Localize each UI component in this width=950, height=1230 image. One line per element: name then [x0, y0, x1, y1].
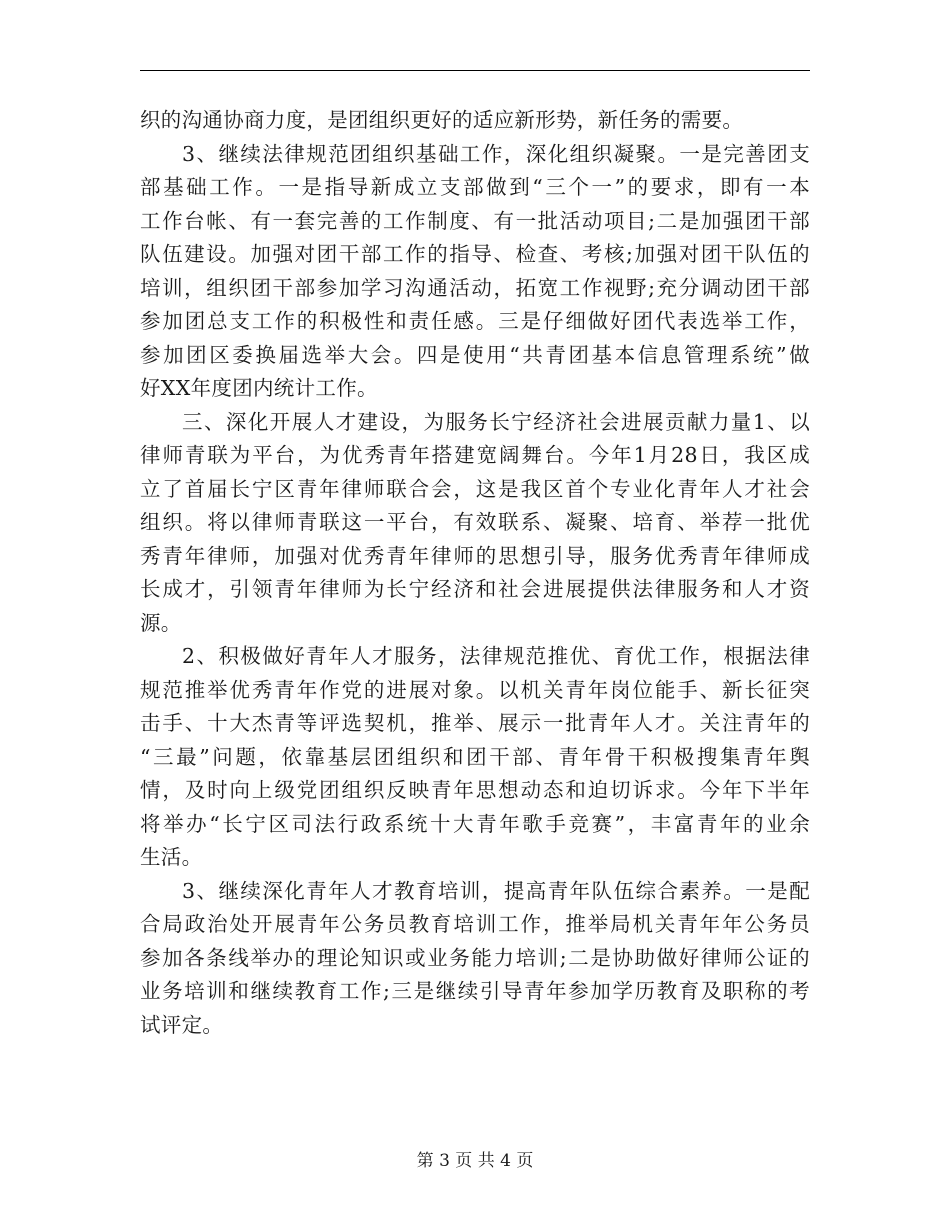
- text-line: 长成才，引领青年律师为长宁经济和社会进展提供法律服务和人才资: [140, 577, 810, 601]
- body-text: [140, 104, 810, 1042]
- text-line: 秀青年律师，加强对优秀青年律师的思想引导，服务优秀青年律师成: [140, 543, 810, 568]
- text-line: 试评定。: [140, 1012, 224, 1037]
- text-line: 3、继续深化青年人才教育培训，提高青年队伍综合素养。一是配: [182, 878, 810, 903]
- text-line: 参加各条线举办的理论知识或业务能力培训;二是协助做好律师公证的: [140, 945, 810, 970]
- text-line: 立了首届长宁区青年律师联合会，这是我区首个专业化青年人才社会: [140, 476, 810, 501]
- text-line: 参加团区委换届选举大会。四是使用“共青团基本信息管理系统”做: [140, 342, 810, 367]
- text-line: 情，及时向上级党团组织反映青年思想动态和迫切诉求。今年下半年: [140, 778, 810, 802]
- text-line: 业务培训和继续教育工作;三是继续引导青年参加学历教育及职称的考: [140, 979, 810, 1003]
- text-line: 律师青联为平台，为优秀青年搭建宽阔舞台。今年1月28日，我区成: [140, 443, 810, 467]
- text-line: 三、深化开展人才建设，为服务长宁经济社会进展贡献力量1、以: [182, 409, 810, 434]
- text-line: 2、积极做好青年人才服务，法律规范推优、育优工作，根据法律: [182, 644, 810, 668]
- text-line: 织的沟通协商力度，是团组织更好的适应新形势，新任务的需要。: [140, 108, 744, 132]
- text-line: 工作台帐、有一套完善的工作制度、有一批活动项目;二是加强团干部: [140, 208, 810, 233]
- text-line: 生活。: [140, 845, 203, 869]
- text-line: 培训，组织团干部参加学习沟通活动，拓宽工作视野;充分调动团干部: [140, 275, 810, 300]
- text-line: 规范推举优秀青年作党的进展对象。以机关青年岗位能手、新长征突: [140, 677, 810, 702]
- text-line: 好XX年度团内统计工作。: [140, 376, 378, 400]
- text-line: 将举办“长宁区司法行政系统十大青年歌手竞赛”，丰富青年的业余: [140, 811, 810, 836]
- text-line: 源。: [140, 610, 182, 635]
- text-line: 组织。将以律师青联这一平台，有效联系、凝聚、培育、举荐一批优: [140, 510, 810, 534]
- text-line: 参加团总支工作的积极性和责任感。三是仔细做好团代表选举工作，: [140, 309, 810, 333]
- header-rule: [140, 70, 810, 71]
- text-line: 队伍建设。加强对团干部工作的指导、检查、考核;加强对团干队伍的: [140, 242, 810, 266]
- text-line: 部基础工作。一是指导新成立支部做到“三个一”的要求，即有一本: [140, 175, 810, 199]
- text-line: 3、继续法律规范团组织基础工作，深化组织凝聚。一是完善团支: [182, 141, 810, 166]
- page-number-footer: 第 3 页 共 4 页: [416, 1151, 534, 1171]
- text-line: 合局政治处开展青年公务员教育培训工作，推举局机关青年年公务员: [140, 912, 810, 936]
- text-line: “三最”问题，依靠基层团组织和团干部、青年骨干积极搜集青年舆: [140, 744, 810, 769]
- text-line: 击手、十大杰青等评选契机，推举、展示一批青年人才。关注青年的: [140, 711, 810, 735]
